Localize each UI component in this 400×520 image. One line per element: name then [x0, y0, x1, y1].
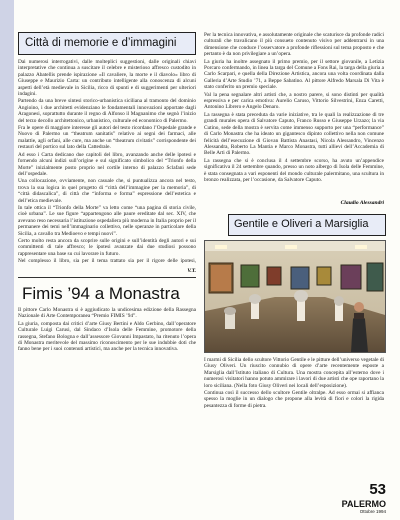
article1-paragraph: Ad esso i Carta dedicano due capitoli del libro, avanzando anche delle ipotesi e fornendo alcuni indizi sull’origine e sul significato simbolico del “Trionfo della Morte” inizialmente posto proprio nel cortile interno di palazzo Sclafani sede dell’ospedale. — [18, 151, 196, 177]
page-number: 53 — [369, 481, 386, 498]
article1-title: Città di memorie e d’immagini — [25, 37, 177, 49]
article1-paragraph: Nel complesso il libro, sia per il tema trattato sia per il rigore delle ipotesi, — [18, 258, 196, 265]
magazine-name: PALERMO — [341, 499, 386, 509]
article2-body — [18, 307, 196, 507]
article4-paragraph: Continua così il successo dello scultore Gentile oltralpe. Ad esso ormai si affianca spesso la moglie in un dialogo che propone alla levità di fiori e colori la rigida pesantezza di forme di pietra. — [204, 390, 384, 409]
article3-paragraph: La giuria ha inoltre assegnato il primo premio, per il settore giovanile, a Letizia Porcaro confermando, in linea la targa del Comune a Fons Rai, la targa della giuria a Carlo Scarpari, e quella della Direzione Artistica, ancora una volta coordinata dalla Galleria d’Arte Studio ’71, a Beppe Sabatino. Al pittore Alfredo Marsala Di Vita è stato conferito un premio speciale. — [204, 58, 384, 91]
article1-paragraph: Una collocazione, ovviamente, non casuale che, si puntualizza ancora nel testo, trova la sua logica in quel progetto di “città dell’immagine per la memoria”, di “città didascalica”, di città che “informa e forma” espressione dell’estetica e dell’etica medievale. — [18, 178, 196, 204]
article1-paragraph: Partendo da una breve sintesi storico-urbanistica siciliana al tramonto del dominio Angioino, i due architetti evidenziano le fondamentali innovazioni apportate dagli Aragonesi, soprattutto durante il regno di Alfonso il Magnanimo che segnò l’inizio del terzo decollo architettonico, urbanistico, culturale ed economico di Palermo. — [18, 98, 196, 124]
left-margin-bar — [0, 0, 14, 520]
article3-paragraph: Per la tecnica innovativa, e assolutamente originale che scaturisce da profonde radici culturali che travalicano il più consueto contenuto visivo per addentrarsi in una dimensione che conduce l’osservatore a profonde riflessioni sul tema proposto e che pertanto è da non privilegiare a un’opera. — [204, 32, 384, 58]
article4-body — [204, 357, 384, 485]
magazine-issue: Ottobre 1994 — [359, 509, 386, 514]
exhibition-photo — [204, 240, 386, 353]
article3-paragraph: Val la pena segnalare altri artisti che, a nostro parere, si sono distinti per qualità espressiva e per carica emotiva: Aurelio Caruso, Vittorio Silvestrini, Enza Caretti, Antonino Librero e Angelo Denaro. — [204, 91, 384, 111]
article1-signature: V.T. — [187, 268, 196, 274]
article2-paragraph: La giuria, composta dai critici d’arte Giusy Bertini e Aldo Gerbino, dall’operatore Culturale Luigi Carusi, dal Sindaco d’Isola delle Femmine, promotore della rassegna, Stefano Bologna e dall’assessore Giovanni Impastato, ha ritenuto l’opera di Monastra meritevole del massimo riconoscimento per le sue indubbie doti che fanno bene per i suoi contenuti artistici, ma anche per la tecnica innovativa. — [18, 320, 196, 353]
article4-title: Gentile e Oliveri a Marsiglia — [234, 218, 369, 230]
article1-paragraph: Fra le opere di maggiore interesse gli autori del testo ricordano l’Ospedale grande e Nuovo di Palermo un “theatrum sanitatis” relativo ai segni dei farmaci, alle malattie, agli orfani, alle cure, ma anche un “theatrum civitatis” corrispondente dei restauri del portico sul lato della Cattedrale. — [18, 125, 196, 151]
article3-paragraph: La rassegna è stata preceduta da varie iniziative, tra le quali la realizzazione di tre grandi murales opera di Salvatore Caputo, Franco Russo e Giuseppe Urzazo; la via Cutino, sede della mostra è servita come immenso supporto per una “performance” di Carlo Monastra che ha ideato un gigantesco dipinto collettivo nella non comune felicità dell’esecuzione di Giovan Battista Anastasi, Nicola Alessandro, Vincenzo Alessandra, Roberto La Mantia e Marco Monastra, tutti allievi dell’Accademia di Belle Arti di Palermo. — [204, 111, 384, 157]
article3-paragraph: La rassegna che si è conclusa il 4 settembre scorso, ha avuto un’appendice significativa il 24 settembre quando, presso un noto albergo di Isola delle Femmine, è stata consegnata a vari esponenti del mondo culturale palermitano, una scultura in bronzo realizzata, per l’occasione, da Salvatore Caputo. — [204, 157, 384, 183]
article1-paragraph: In tale ottica il “Trionfo della Morte” va letto come “una pagina di storia civile, cioè urbana”. Le sue figure “appartengono alle paure ereditate dal sec. XIV, che avevano reso necessaria l’istituzione ospedaliera più moderna in Italia proprio per il permanere dei temi nell’immaginario collettivo, nelle speranze in particolare della Sicilia, a cavallo tra Medioevo e tempi nuovi”. — [18, 204, 196, 237]
exhibition-room-illustration — [205, 241, 385, 352]
article3-signature: Claudio Alessandri — [340, 200, 384, 206]
article4-paragraph: I marmi di Sicilia dello scultore Vittorio Gentile e le pitture dell’universo vegetale di Giusy Oliveri. Un riuscito connubio di opere d’arte recentemente esposte a Marsiglia dall’Istituto italiano di Cultura. Una mostra concepita all’esterno dove i numerosi visitatori hanno potuto ammirare i lavori di due artisti che ope raportano la loro siciliana. (Nella foto Giusy Oliveri nei locali dell’esposizione). — [204, 357, 384, 389]
article1-paragraph: Certo molto resta ancora da scoprire sulle origini e sull’identità degli autori e sui committenti di tale affresco; le ipotesi avanzate dai due studiosi possono rappresentare una base su cui lavorare in futuro. — [18, 237, 196, 257]
article1-body — [18, 59, 196, 265]
article2-paragraph: Il pittore Carlo Monastra si è aggiudicato la undicesima edizione della Rassegna Nazionale di Arte Contemporanea “Premio FIMIS ’94”. — [18, 307, 196, 320]
article3-body — [204, 32, 384, 198]
article1-title-box — [18, 32, 196, 55]
article4-title-box — [228, 214, 386, 236]
article2-title: Fimis ’94 a Monastra — [22, 284, 180, 303]
section-divider — [18, 277, 196, 278]
article1-paragraph: Dai numerosi interrogativi, dalle molteplici suggestioni, dalle originali chiavi interpretative che continua a suscitare il celebre e misterioso affresco custodito in palazzo Abatellis prende ispirazione «Il cavaliere, la morte e il diavolo» libro di Giuseppe e Maurizio Carta: un contributo intelligente alla conoscenza di alcuni aspetti dell’età medievale in Sicilia, ricco di spunti e di suggerimenti per ulteriori indagini. — [18, 59, 196, 98]
